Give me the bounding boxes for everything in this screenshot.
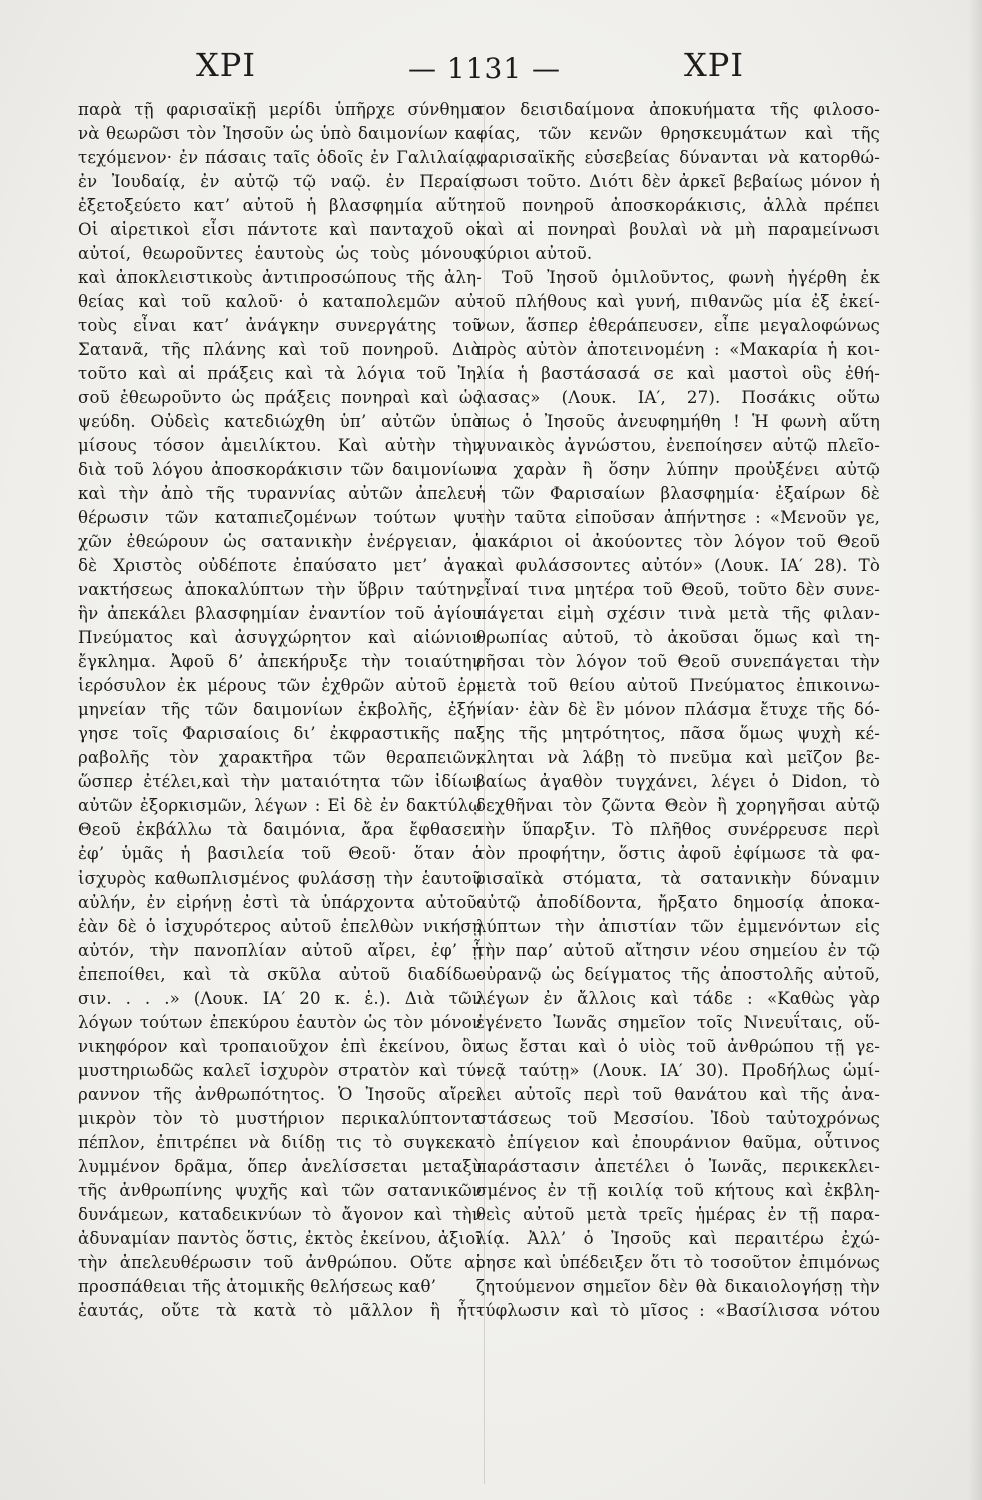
text-line: πως ὁ Ἰησοῦς ἀνευφημήθη ! Ἡ φωνὴ αὕτη [476, 412, 880, 432]
text-line: ἐπεποίθει, καὶ τὰ σκῦλα αὐτοῦ διαδίδω- [78, 964, 482, 984]
text-line: λει αὐτοῖς περὶ τοῦ θανάτου καὶ τῆς ἀνα- [476, 1084, 880, 1104]
text-line: ξης τῆς μητρότητος, πᾶσα ὅμως ψυχὴ κέ- [476, 724, 880, 744]
text-line: θρωπίας αὐτοῦ, τὸ ἀκοῦσαι ὅμως καὶ τη- [476, 628, 880, 648]
text-line: νακτήσεως ἀποκαλύπτων τὴν ὕβριν ταύτην, [78, 580, 482, 600]
text-line: Σατανᾶ, τῆς πλάνης καὶ τοῦ πονηροῦ. Διὰ [78, 340, 482, 360]
text-line: τὸ ἐπίγειον καὶ ἐπουράνιον θαῦμα, οὗτινος [476, 1132, 880, 1152]
text-line: σωσι τοῦτο. Διότι δὲν ἀρκεῖ βεβαίως μόνον ἡ [476, 172, 880, 192]
text-line: πέπλον, ἐπιτρέπει νὰ διίδῃ τις τὸ συγκεκα- [78, 1132, 482, 1152]
text-line: τὴν ὕπαρξιν. Τὸ πλῆθος συνέρρευσε περὶ [476, 820, 880, 840]
text-line: ψεύδη. Οὐδεὶς κατεδιώχθη ὑπ’ αὐτῶν ὑπὸ [78, 412, 482, 432]
text-line: αὐτῶν ἐξορκισμῶν, λέγων : Εἰ δὲ ἐν δακτύλῳ [78, 796, 482, 816]
text-line: καὶ ἀποκλειστικοὺς ἀντιπροσώπους τῆς ἀλη- [78, 268, 482, 288]
text-line: χῶν ἐθεώρουν ὡς σατανικὴν ἐνέργειαν, ὁ [78, 532, 482, 552]
text-line: πρὸς αὐτὸν ἀποτεινομένη : «Μακαρία ἡ κοι- [476, 340, 880, 360]
text-line: ἡ τῶν Φαρισαίων βλασφημία· ἐξαίρων δὲ [476, 484, 880, 504]
text-line: θέρωσιν τῶν καταπιεζομένων τούτων ψυ- [78, 508, 482, 528]
text-line: λόγων τούτων ἐπεκύρου ἑαυτὸν ὡς τὸν μόνον [78, 1012, 482, 1032]
text-line: θείας καὶ τοῦ καλοῦ· ὁ καταπολεμῶν αὐ- [78, 292, 482, 312]
running-head [0, 36, 982, 96]
text-line: παρὰ τῇ φαρισαϊκῇ μερίδι ὑπῆρχε σύνθημα [78, 100, 482, 119]
text-line: ἱερόσυλον ἐκ μέρους τῶν ἐχθρῶν αὐτοῦ ἑρ- [78, 676, 482, 696]
text-line: νικηφόρον καὶ τροπαιοῦχον ἐπὶ ἐκείνου, ὃν [78, 1036, 482, 1056]
text-line: μετὰ τοῦ θείου αὐτοῦ Πνεύματος ἐπικοινω- [476, 676, 880, 696]
text-line: ἐξετοξεύετο κατ’ αὐτοῦ ἡ βλασφημία αὕτη. [78, 196, 482, 216]
text-line: μηνείαν τῆς τῶν δαιμονίων ἐκβολῆς, ἐξή- [78, 700, 482, 720]
text-line: κληται νὰ λάβῃ τὸ πνεῦμα καὶ μεῖζον βε- [476, 748, 880, 768]
page-edge-shadow [968, 0, 982, 1500]
text-line: τῆς ἀνθρωπίνης ψυχῆς καὶ τῶν σατανικῶν [78, 1180, 482, 1200]
text-line: τοῦτο καὶ αἱ πράξεις καὶ τὰ λόγια τοῦ Ἰη- [78, 364, 482, 384]
text-line: λυμμένον δρᾶμα, ὅπερ ἀνελίσσεται μεταξὺ [78, 1156, 482, 1176]
text-line: νὰ θεωρῶσι τὸν Ἰησοῦν ὡς ὑπὸ δαιμονίων κα- [78, 124, 482, 144]
text-line: ἰσχυρὸς καθωπλισμένος φυλάσσῃ τὴν ἑαυτοῦ [78, 868, 482, 888]
running-head-left: ΧΡΙ [196, 46, 256, 84]
text-line: Πνεύματος καὶ ἀσυγχώρητον καὶ αἰώνιον [78, 628, 482, 648]
text-line: γησε τοῖς Φαρισαίοις δι’ ἐκφραστικῆς πα- [78, 724, 482, 744]
text-line: οὐρανῷ ὡς δείγματος τῆς ἀποστολῆς αὐτοῦ, [476, 964, 880, 984]
text-line: γυναικὸς ἀγνώστου, ἐνεποίησεν αὐτῷ πλεῖο- [476, 436, 880, 456]
text-line: μίσους τόσον ἀμειλίκτου. Καὶ αὐτὴν τὴν [78, 436, 482, 456]
text-line: τὴν παρ’ αὐτοῦ αἴτησιν νέου σημείου ἐν τῷ [476, 940, 880, 960]
text-line: σοῦ ἐθεωροῦντο ὡς πράξεις πονηραὶ καὶ ὡς [78, 388, 482, 408]
text-line: δεχθῆναι τὸν ζῶντα Θεὸν ἢ χορηγῆσαι αὐτῷ [476, 796, 880, 816]
text-line: πάγεται εἰμὴ σχέσιν τινὰ μετὰ τῆς φιλαν- [476, 604, 880, 624]
text-line: μυστηριωδῶς καλεῖ ἰσχυρὸν στρατὸν καὶ τύ- [78, 1060, 482, 1080]
text-line: ραννον τῆς ἀνθρωπότητος. Ὁ Ἰησοῦς αἴρει [78, 1084, 482, 1104]
text-line: νίαν· ἐὰν δὲ ἓν μόνον πλάσμα ἔτυχε τῆς δό- [476, 700, 880, 720]
text-line: αὐτόν, τὴν πανοπλίαν αὐτοῦ αἴρει, ἐφ’ ᾗ [78, 940, 482, 960]
text-line: να χαρὰν ἢ ὅσην λύπην προὐξένει αὐτῷ [476, 460, 880, 480]
text-line: μακάριοι οἱ ἀκούοντες τὸν λόγον τοῦ Θεοῦ [476, 532, 880, 552]
text-line: τοῦ πονηροῦ ἀποσκοράκισις, ἀλλὰ πρέπει [476, 196, 880, 216]
text-line: λίᾳ. Ἀλλ’ ὁ Ἰησοῦς καὶ περαιτέρω ἐχώ- [476, 1228, 880, 1248]
page-number: — 1131 — [408, 52, 562, 85]
text-line: εἶναί τινα μητέρα τοῦ Θεοῦ, τοῦτο δὲν συνε- [476, 580, 880, 600]
text-line: λασας» (Λουκ. ΙΑ′, 27). Ποσάκις οὕτω [476, 388, 880, 408]
text-line: παράστασιν ἀπετέλει ὁ Ἰωνᾶς, περικεκλει- [476, 1156, 880, 1176]
text-line: λία ἡ βαστάσασά σε καὶ μαστοὶ οὓς ἐθή- [476, 364, 880, 384]
text-line: ἐὰν δὲ ὁ ἰσχυρότερος αὐτοῦ ἐπελθὼν νικήσῃ [78, 916, 482, 936]
text-line: λέγων ἐν ἄλλοις καὶ τάδε : «Καθὼς γὰρ [476, 988, 880, 1008]
text-line: ὥσπερ ἐτέλει,καὶ τὴν ματαιότητα τῶν ἰδίων [78, 772, 482, 792]
text-line: νων, ἅσπερ ἐθεράπευσεν, εἶπε μεγαλοφώνως [476, 316, 880, 336]
right-column [476, 98, 880, 1323]
text-line: αὐτῷ ἀποδίδοντα, ἤρξατο δημοσίᾳ ἀποκα- [476, 892, 880, 912]
text-line: ἀδυναμίαν παντὸς ὅστις, ἐκτὸς ἐκείνου, ἀξιοῖ [78, 1228, 482, 1248]
text-line: καὶ αἱ πονηραὶ βουλαὶ νὰ μὴ παραμείνωσι [476, 220, 880, 240]
text-line: στάσεως τοῦ Μεσσίου. Ἰδοὺ ταὐτοχρόνως [476, 1108, 880, 1128]
text-line: σμένος ἐν τῇ κοιλίᾳ τοῦ κήτους καὶ ἐκβλη- [476, 1180, 880, 1200]
text-line: ἐγένετο Ἰωνᾶς σημεῖον τοῖς Νινευΐταις, οὕ- [476, 1012, 880, 1032]
text-line: αὐλήν, ἐν εἰρήνῃ ἐστὶ τὰ ὑπάρχοντα αὐτοῦ· [78, 892, 482, 912]
text-line: προσπάθειαι τῆς ἀτομικῆς θελήσεως καθ’ [78, 1276, 437, 1296]
text-line: καὶ τὴν ἀπὸ τῆς τυραννίας αὐτῶν ἀπελευ- [78, 484, 482, 504]
text-line: Τοῦ Ἰησοῦ ὁμιλοῦντος, φωνὴ ἠγέρθη ἐκ [502, 268, 880, 288]
text-line: τοῦ πλήθους καὶ γυνή, πιθανῶς μία ἐξ ἐκεί- [476, 292, 880, 312]
text-line: ἑαυτάς, οὔτε τὰ κατὰ τὸ μᾶλλον ἢ ἧτ- [78, 1300, 482, 1320]
text-line: Θεοῦ ἐκβάλλω τὰ δαιμόνια, ἄρα ἔφθασεν [78, 820, 482, 840]
text-line: κύριοι αὐτοῦ. [476, 244, 593, 264]
text-line: καὶ φυλάσσοντες αὐτόν» (Λουκ. ΙΑ′ 28). Τὸ [476, 556, 880, 576]
text-line: τως ἔσται καὶ ὁ υἱὸς τοῦ ἀνθρώπου τῇ γε- [476, 1036, 880, 1056]
text-line: τοὺς εἶναι κατ’ ἀνάγκην συνεργάτης τοῦ [78, 316, 482, 336]
text-line: τύφλωσιν καὶ τὸ μῖσος : «Βασίλισσα νότου [476, 1300, 880, 1320]
text-line: ἣν ἀπεκάλει βλασφημίαν ἐναντίον τοῦ ἁγίου [78, 604, 482, 624]
text-line: δὲ Χριστὸς οὐδέποτε ἐπαύσατο μετ’ ἀγα- [78, 556, 482, 576]
text-line: βαίως ἀγαθὸν τυγχάνει, λέγει ὁ Didon, τὸ [476, 772, 880, 792]
text-line: ἐφ’ ὑμᾶς ἡ βασιλεία τοῦ Θεοῦ· ὅταν ὁ [78, 844, 482, 864]
text-line: ρῆσαι τὸν λόγον τοῦ Θεοῦ συνεπάγεται τὴν [476, 652, 880, 672]
text-line: τὴν ταῦτα εἰποῦσαν ἀπήντησε : «Μενοῦν γε, [476, 508, 880, 528]
text-line: ρισαϊκὰ στόματα, τὰ σατανικὴν δύναμιν [476, 868, 880, 888]
left-column [78, 98, 482, 1323]
text-line: τὸν προφήτην, ὅστις ἀφοῦ ἐφίμωσε τὰ φα- [476, 844, 880, 864]
text-line: τὴν ἀπελευθέρωσιν τοῦ ἀνθρώπου. Οὔτε αἱ [78, 1252, 482, 1272]
text-line: αὐτοί, θεωροῦντες ἑαυτοὺς ὡς τοὺς μόνους [78, 244, 482, 264]
text-line: φαρισαϊκῆς εὐσεβείας δύνανται νὰ κατορθώ- [476, 148, 880, 168]
text-line: νεᾷ ταύτῃ» (Λουκ. ΙΑ′ 30). Προδήλως ὡμί- [476, 1060, 880, 1080]
text-line: ρησε καὶ ὑπέδειξεν ὅτι τὸ τοσοῦτον ἐπιμόνως [476, 1252, 880, 1272]
text-line: διὰ τοῦ λόγου ἀποσκοράκισιν τῶν δαιμονίων [78, 460, 482, 480]
text-line: τον δεισιδαίμονα ἀποκυήματα τῆς φιλοσο- [476, 100, 880, 119]
text-line: Οἱ αἱρετικοὶ εἶσι πάντοτε καὶ πανταχοῦ οἱ [78, 220, 482, 240]
text-line: μικρὸν τὸν τὸ μυστήριον περικαλύπτοντα [78, 1108, 482, 1128]
text-line: θεὶς αὐτοῦ μετὰ τρεῖς ἡμέρας ἐν τῇ παρα- [476, 1204, 880, 1224]
text-line: ἐν Ἰουδαίᾳ, ἐν αὐτῷ τῷ ναῷ. ἐν Περαίᾳ [78, 172, 482, 192]
text-line: ζητούμενον σημεῖον δὲν θὰ δικαιολογήσῃ τὴν [476, 1276, 880, 1296]
running-head-right: ΧΡΙ [684, 46, 744, 84]
text-line: ἔγκλημα. Ἀφοῦ δ’ ἀπεκήρυξε τὴν τοιαύτην [78, 652, 482, 672]
text-line: σιν. . . .» (Λουκ. ΙΑ′ 20 κ. ἑ.). Διὰ τῶν [78, 988, 482, 1008]
text-line: λύπτων τὴν ἀπιστίαν τῶν ἐμμενόντων εἰς [476, 916, 880, 936]
text-line: φίας, τῶν κενῶν θρησκευμάτων καὶ τῆς [476, 124, 880, 144]
text-line: τεχόμενον· ἐν πάσαις ταῖς ὁδοῖς ἐν Γαλιλαίᾳ, [78, 148, 482, 168]
text-line: ραβολῆς τὸν χαρακτῆρα τῶν θεραπειῶν, [78, 748, 482, 768]
text-line: δυνάμεων, καταδεικνύων τὸ ἄγονον καὶ τὴν [78, 1204, 482, 1224]
